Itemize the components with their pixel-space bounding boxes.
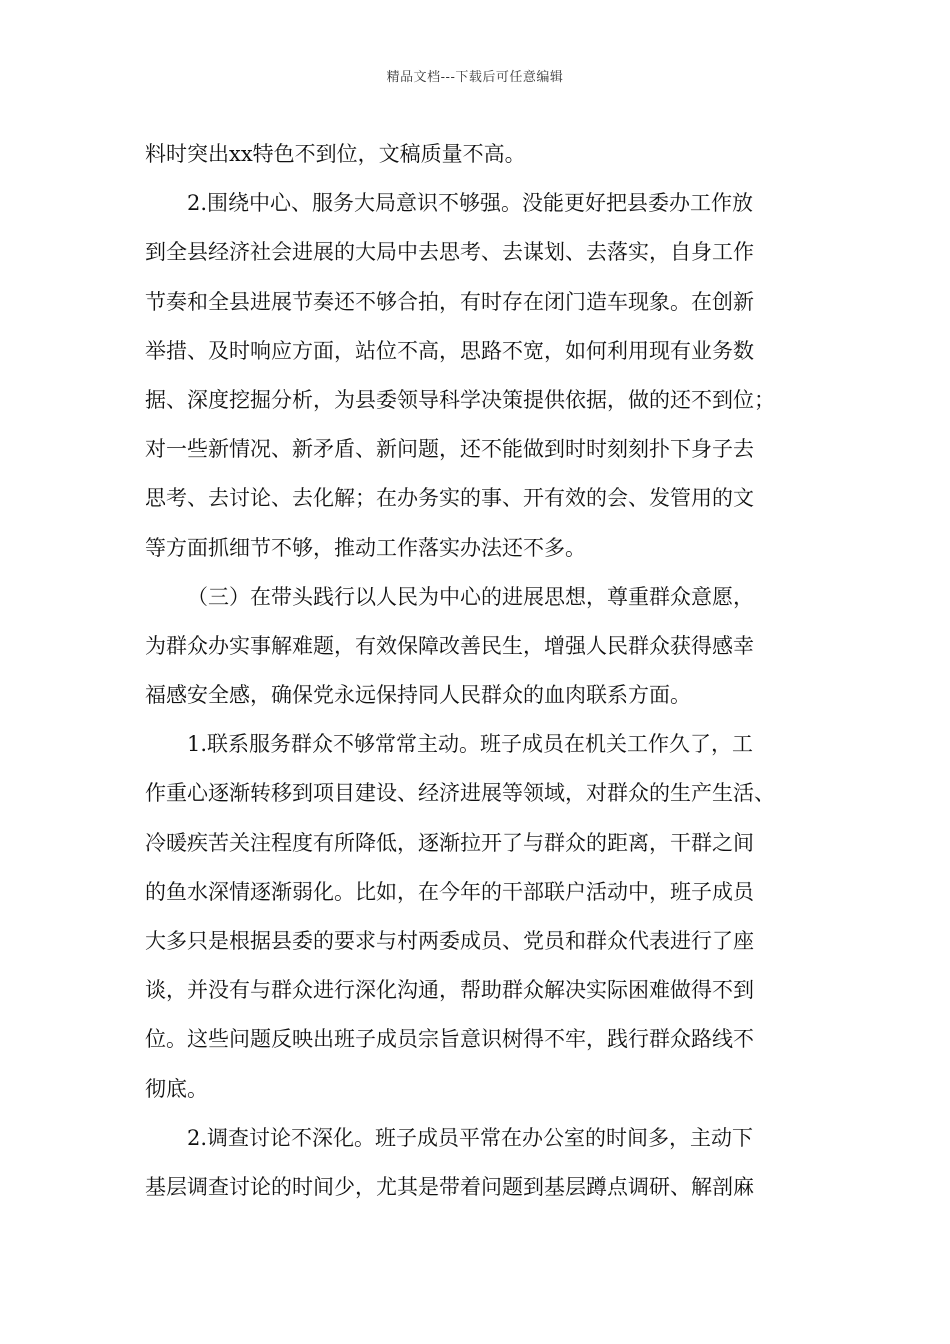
section-heading-line: 福感安全感，确保党永远保持同人民群众的血肉联系方面。 <box>145 683 691 708</box>
paragraph-line: 料时突出xx特色不到位，文稿质量不高。 <box>145 142 526 166</box>
section-heading-line: （三）在带头践行以人民为中心的进展思想，尊重群众意愿， <box>187 584 754 609</box>
paragraph-line: 大多只是根据县委的要求与村两委成员、党员和群众代表进行了座 <box>145 929 754 953</box>
page-header: 精品文档---下载后可任意编辑 <box>386 70 564 85</box>
section-heading-line: 为群众办实事解难题，有效保障改善民生，增强人民群众获得感幸 <box>145 633 754 658</box>
paragraph-line: 冷暖疾苦关注程度有所降低，逐渐拉开了与群众的距离，干群之间 <box>145 830 754 855</box>
paragraph-line: 思考、去讨论、去化解；在办务实的事、开有效的会、发管用的文 <box>145 486 754 511</box>
paragraph-line: 1.联系服务群众不够常常主动。班子成员在机关工作久了，工 <box>187 732 754 757</box>
paragraph-line: 作重心逐渐转移到项目建设、经济进展等领域，对群众的生产生活、 <box>145 781 775 806</box>
paragraph-line: 等方面抓细节不够，推动工作落实办法还不多。 <box>145 535 586 560</box>
paragraph-line: 的鱼水深情逐渐弱化。比如，在今年的干部联户活动中，班子成员 <box>145 879 754 904</box>
paragraph-line: 对一些新情况、新矛盾、新问题，还不能做到时时刻刻扑下身子去 <box>145 437 754 462</box>
paragraph-line: 举措、及时响应方面，站位不高，思路不宽，如何利用现有业务数 <box>145 338 754 363</box>
paragraph-line: 到全县经济社会进展的大局中去思考、去谋划、去落实，自身工作 <box>145 240 754 265</box>
paragraph-line: 位。这些问题反映出班子成员宗旨意识树得不牢，践行群众路线不 <box>145 1027 754 1052</box>
document-body <box>145 130 807 1212</box>
paragraph-line: 2.围绕中心、服务大局意识不够强。没能更好把县委办工作放 <box>187 191 754 216</box>
paragraph-line: 节奏和全县进展节奏还不够合拍，有时存在闭门造车现象。在创新 <box>145 289 754 314</box>
paragraph-line: 据、深度挖掘分析，为县委领导科学决策提供依据，做的还不到位； <box>145 387 775 412</box>
paragraph-line: 谈，并没有与群众进行深化沟通，帮助群众解决实际困难做得不到 <box>145 978 754 1003</box>
paragraph-line: 彻底。 <box>145 1076 208 1101</box>
paragraph-line: 2.调查讨论不深化。班子成员平常在办公室的时间多，主动下 <box>187 1125 754 1150</box>
paragraph-line: 基层调查讨论的时间少，尤其是带着问题到基层蹲点调研、解剖麻 <box>145 1174 754 1199</box>
